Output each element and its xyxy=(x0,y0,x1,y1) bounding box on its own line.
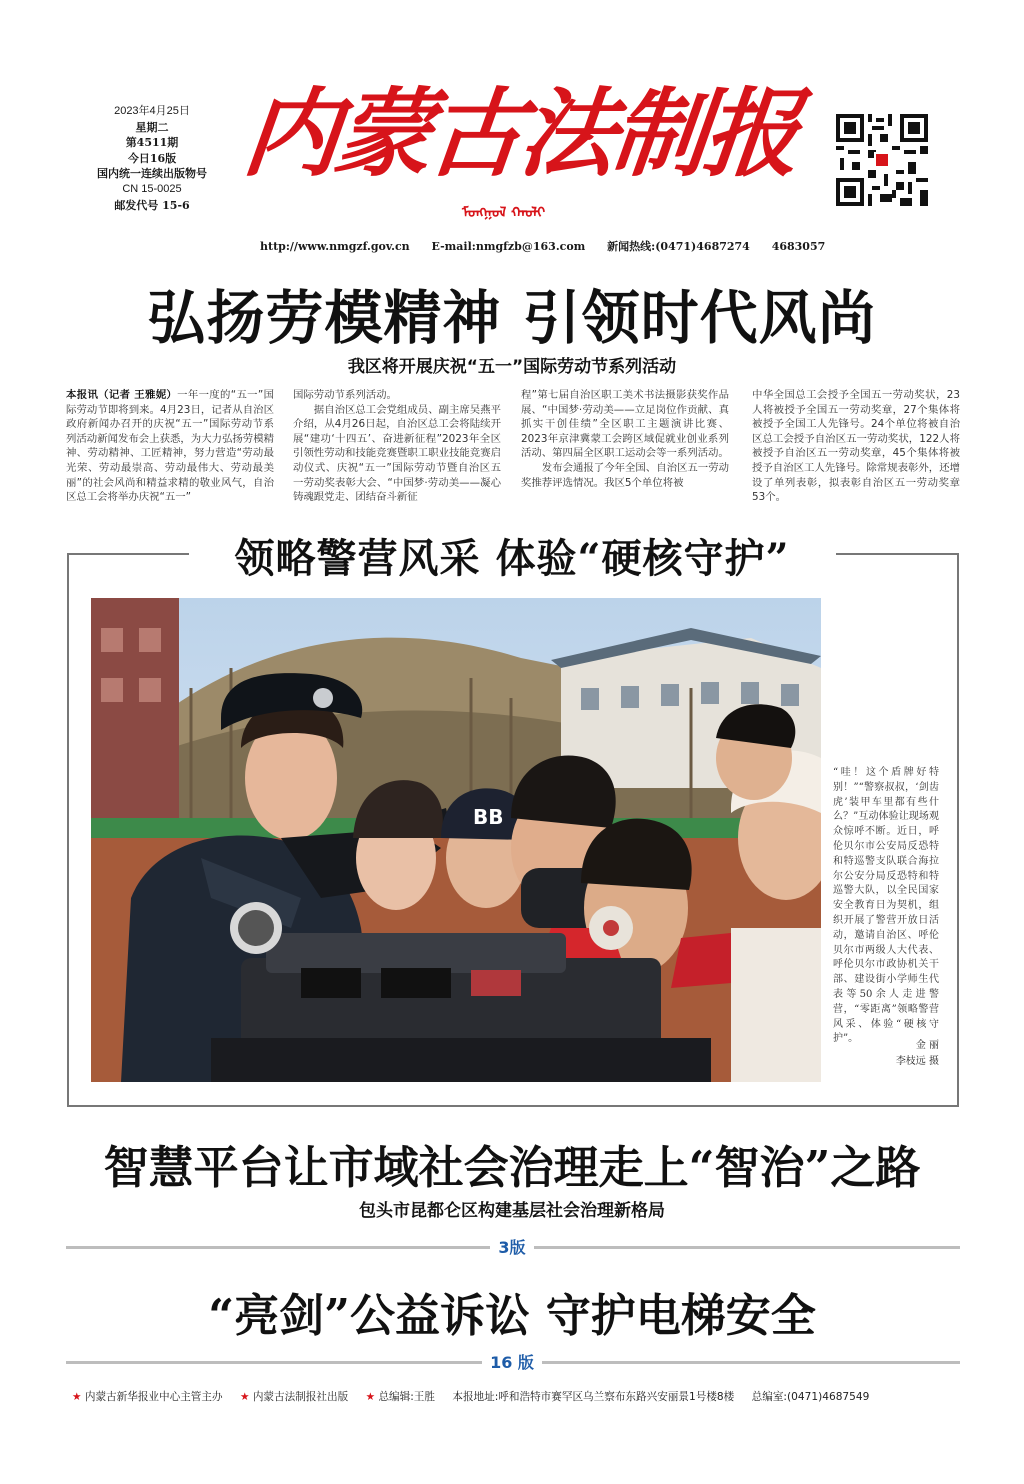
photo-credit-photographer: 李枝远 摄 xyxy=(895,1056,939,1067)
lead-column-2 xyxy=(293,388,501,505)
lead-headline[interactable]: 弘扬劳模精神 引领时代风尚 xyxy=(147,284,877,352)
issue-weekday: 星期二 xyxy=(135,120,169,134)
teaser-2-page-tag[interactable]: 16 版 xyxy=(482,1353,542,1372)
lead-col4-text: 中华全国总工会授予全国五一劳动奖状，23人将被授予全国五一劳动奖章，27个集体将被授予全国工人先锋号。24个单位将被自治区总工会授予自治区五一劳动奖状，122人将被授予自治区五一劳动奖章，45个集体将被授予自治区工人先锋号。除常规表彰外，还增设了单列表彰，拟表彰自治区五一劳动奖章53个。 xyxy=(752,389,960,504)
lead-column-4 xyxy=(752,388,960,505)
issue-pages: 今日16版 xyxy=(127,151,177,165)
lead-col1-text: 一年一度的“五一”国际劳动节即将到来。4月23日，记者从自治区政府新闻办召开的庆祝“五一”国际劳动节系列活动新闻发布会上获悉，为大力弘扬劳模精神、劳动精神、工匠精神，努力营造“劳动最光荣、劳动最崇高、劳动最伟大、劳动最美丽”的社会风尚和精益求精的敬业风气，自治区总工会将举办庆祝“五一” xyxy=(66,389,274,504)
lead-col3a-text: 程”第七届自治区职工美术书法摄影获奖作品展、“中国梦·劳动美——立足岗位作贡献、真抓实干创佳绩”全区职工主题演讲比赛、2023年京津冀蒙工会跨区域促就业创业系列活动、第四届全区职工运动会等一系列活动。 xyxy=(521,389,729,460)
serial-label: 国内统一连续出版物号 xyxy=(97,167,207,181)
postal-code: 邮发代号 15-6 xyxy=(114,198,190,212)
footer-publisher: 内蒙古法制报社出版 xyxy=(252,1391,349,1403)
teaser-1-headline[interactable]: 智慧平台让市域社会治理走上“智治”之路 xyxy=(103,1141,921,1194)
teaser-1-page-tag[interactable]: 3版 xyxy=(490,1238,533,1257)
photo-credit xyxy=(855,1038,939,1070)
news-hotline: 新闻热线:(0471)4687274 xyxy=(607,240,750,253)
teaser-1-page-wrap xyxy=(0,1238,1024,1258)
teaser-1-subheadline: 包头市昆都仑区构建基层社会治理新格局 xyxy=(359,1201,665,1221)
footer-sponsor: 内蒙古新华报业中心主管主办 xyxy=(84,1391,223,1403)
police-open-day-photo[interactable] xyxy=(91,598,821,1082)
lead-column-1 xyxy=(66,388,274,505)
photo-credit-author: 金 丽 xyxy=(915,1040,939,1051)
issue-number: 第4511期 xyxy=(125,136,179,150)
masthead-mongolian: ᠮᠣᠩᠭᠣᠯ ᠬᠠᠤᠯᠢ xyxy=(462,205,546,221)
footer-office-phone: 总编室:(0471)4687549 xyxy=(751,1391,870,1403)
star-icon: ★ xyxy=(72,1391,82,1403)
news-hotline-2: 4683057 xyxy=(771,240,826,253)
photo-caption xyxy=(833,766,939,1047)
lead-col3b-text: 发布会通报了今年全国、自治区五一劳动奖推荐评选情况。我区5个单位将被 xyxy=(521,461,729,489)
issue-meta xyxy=(82,104,222,213)
lead-col2a-text: 国际劳动节系列活动。 xyxy=(293,389,397,401)
lead-subheadline: 我区将开展庆祝“五一”国际劳动节系列活动 xyxy=(347,357,677,377)
photo-story-headline[interactable]: 领略警营风采 体验“硬核守护” xyxy=(234,535,790,582)
lead-byline: 本报讯（记者 王雅妮） xyxy=(66,389,178,401)
masthead-logo xyxy=(238,70,824,221)
lead-col2b-text: 据自治区总工会党组成员、副主席吴燕平介绍，从4月26日起，自治区总工会将陆续开展“建功‘十四五’、奋进新征程”2023年全区引领性劳动和技能竞赛暨职工职业技能竞赛启动仪式、庆祝“五一”国际劳动节暨自治区五一劳动奖表彰大会、“中国梦·劳动美——凝心铸魂跟党走、团结奋斗新征 xyxy=(293,403,501,504)
star-icon: ★ xyxy=(365,1391,376,1403)
footer-bar xyxy=(72,1389,962,1404)
masthead-title: 内蒙古法制报 xyxy=(238,77,802,190)
qr-code-icon[interactable] xyxy=(836,114,928,206)
issue-date: 2023年4月25日 xyxy=(114,105,190,117)
contact-bar xyxy=(260,238,843,254)
teaser-2-headline[interactable]: “亮剑”公益诉讼 守护电梯安全 xyxy=(208,1289,816,1342)
footer-address: 本报地址:呼和浩特市赛罕区乌兰察布东路兴安丽景1号楼8楼 xyxy=(452,1391,735,1403)
website-link[interactable]: http://www.nmgzf.gov.cn xyxy=(260,240,410,253)
photo-caption-text: “哇！这个盾牌好特别！”“警察叔叔，‘剑齿虎’装甲车里都有些什么？”互动体验让现场观众惊呼不断。近日，呼伦贝尔市公安局反恐特和特巡警支队联合海拉尔公安分局反恐特和特巡警大队，以全民国家安全教育日为契机，组织开展了警营开放日活动，邀请自治区、呼伦贝尔市两级人大代表、呼伦贝尔市政协机关干部、建设街小学师生代表等50余人走进警营，“零距离”领略警营风采、体验“硬核守护”。 xyxy=(833,767,939,1045)
svg-text:BB: BB xyxy=(473,805,504,829)
teaser-2-page-wrap xyxy=(0,1353,1024,1373)
email-link[interactable]: E-mail:nmgfzb@163.com xyxy=(431,240,586,253)
star-icon: ★ xyxy=(239,1391,250,1403)
cn-number: CN 15-0025 xyxy=(122,182,182,195)
footer-editor: 总编辑:王胜 xyxy=(378,1391,435,1403)
lead-column-3 xyxy=(521,388,729,490)
